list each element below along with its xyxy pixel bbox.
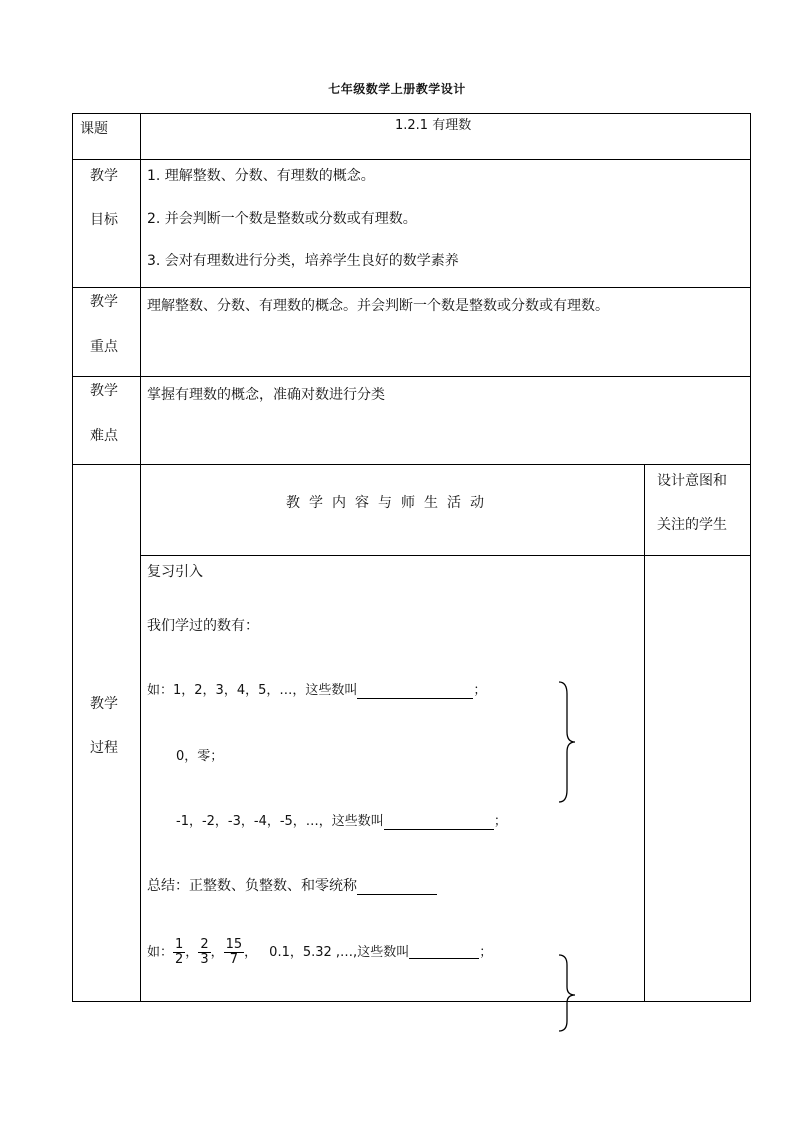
zero-line: 0，零；	[176, 749, 224, 764]
fractions-end: ；	[479, 945, 493, 960]
process-label-line2: 过程	[90, 740, 118, 756]
fraction-2	[198, 938, 210, 968]
fraction-3	[224, 938, 245, 968]
row-divider	[73, 376, 750, 377]
difficulties-text: 掌握有理数的概念，准确对数进行分类	[147, 387, 385, 403]
summary-text: 总结：正整数、负整数、和零统称	[147, 878, 357, 894]
fraction-1-denominator: 2	[175, 952, 184, 968]
fraction-3-denominator: 7	[229, 952, 239, 968]
right-curly-brace-icon	[557, 953, 581, 1033]
document-title: 七年级数学上册教学设计	[328, 82, 466, 96]
answer-blank-fractions	[409, 946, 479, 959]
row-divider	[73, 464, 750, 465]
row-divider	[73, 287, 750, 288]
key-points-label-line2: 重点	[90, 339, 118, 355]
answer-blank-negative	[384, 817, 494, 830]
fraction-separator: ，	[244, 945, 258, 960]
negative-integers-text: -1，-2，-3，-4，-5，…，这些数叫	[176, 814, 384, 829]
process-label-line1: 教学	[90, 696, 118, 712]
negative-integers-end: ；	[493, 814, 507, 829]
key-points-label-line1: 教学	[90, 294, 118, 310]
fraction-separator: ，	[210, 945, 224, 960]
goal-item-2: 2. 并会判断一个数是整数或分数或有理数。	[147, 211, 417, 227]
goal-item-3: 3. 会对有理数进行分类，培养学生良好的数学素养	[147, 253, 459, 269]
positive-integers-line	[147, 683, 486, 699]
difficulties-label-line2: 难点	[90, 428, 118, 444]
goal-item-1: 1. 理解整数、分数、有理数的概念。	[147, 168, 375, 184]
content-header: 教学内容与师生活动	[286, 495, 493, 511]
topic-value: 1.2.1 有理数	[395, 118, 472, 133]
design-header-line1: 设计意图和	[657, 473, 727, 489]
goals-label-line1: 教学	[90, 168, 118, 184]
learned-intro: 我们学过的数有：	[147, 618, 259, 634]
positive-integers-end: ；	[473, 683, 487, 698]
fraction-separator: ，	[185, 945, 199, 960]
row-divider	[140, 555, 750, 556]
negative-integers-line	[176, 814, 507, 830]
topic-label: 课题	[80, 121, 108, 137]
fraction-1	[173, 938, 185, 968]
difficulties-label-line1: 教学	[90, 383, 118, 399]
goals-label-line2: 目标	[90, 212, 118, 228]
summary-line	[147, 878, 437, 895]
positive-integers-text: 如：1，2，3，4，5，…，这些数叫	[147, 683, 358, 698]
row-divider	[73, 159, 750, 160]
fraction-1-numerator: 1	[175, 937, 184, 952]
lesson-plan-table	[72, 113, 751, 1002]
fractions-line	[147, 938, 492, 968]
fraction-2-denominator: 3	[200, 952, 209, 968]
column-divider-label	[140, 114, 141, 1001]
column-divider-design	[644, 464, 645, 1001]
decimals-text: 0.1，5.32 ,…,这些数叫	[269, 945, 410, 960]
design-header-line2: 关注的学生	[657, 517, 727, 533]
fraction-2-numerator: 2	[200, 937, 209, 952]
fraction-3-numerator: 15	[225, 937, 243, 952]
key-points-text: 理解整数、分数、有理数的概念。并会判断一个数是整数或分数或有理数。	[147, 298, 609, 314]
answer-blank-positive	[357, 686, 473, 699]
fractions-prefix: 如：	[147, 945, 174, 960]
review-title: 复习引入	[147, 564, 203, 580]
right-curly-brace-icon	[557, 680, 581, 804]
answer-blank-summary	[357, 882, 437, 895]
